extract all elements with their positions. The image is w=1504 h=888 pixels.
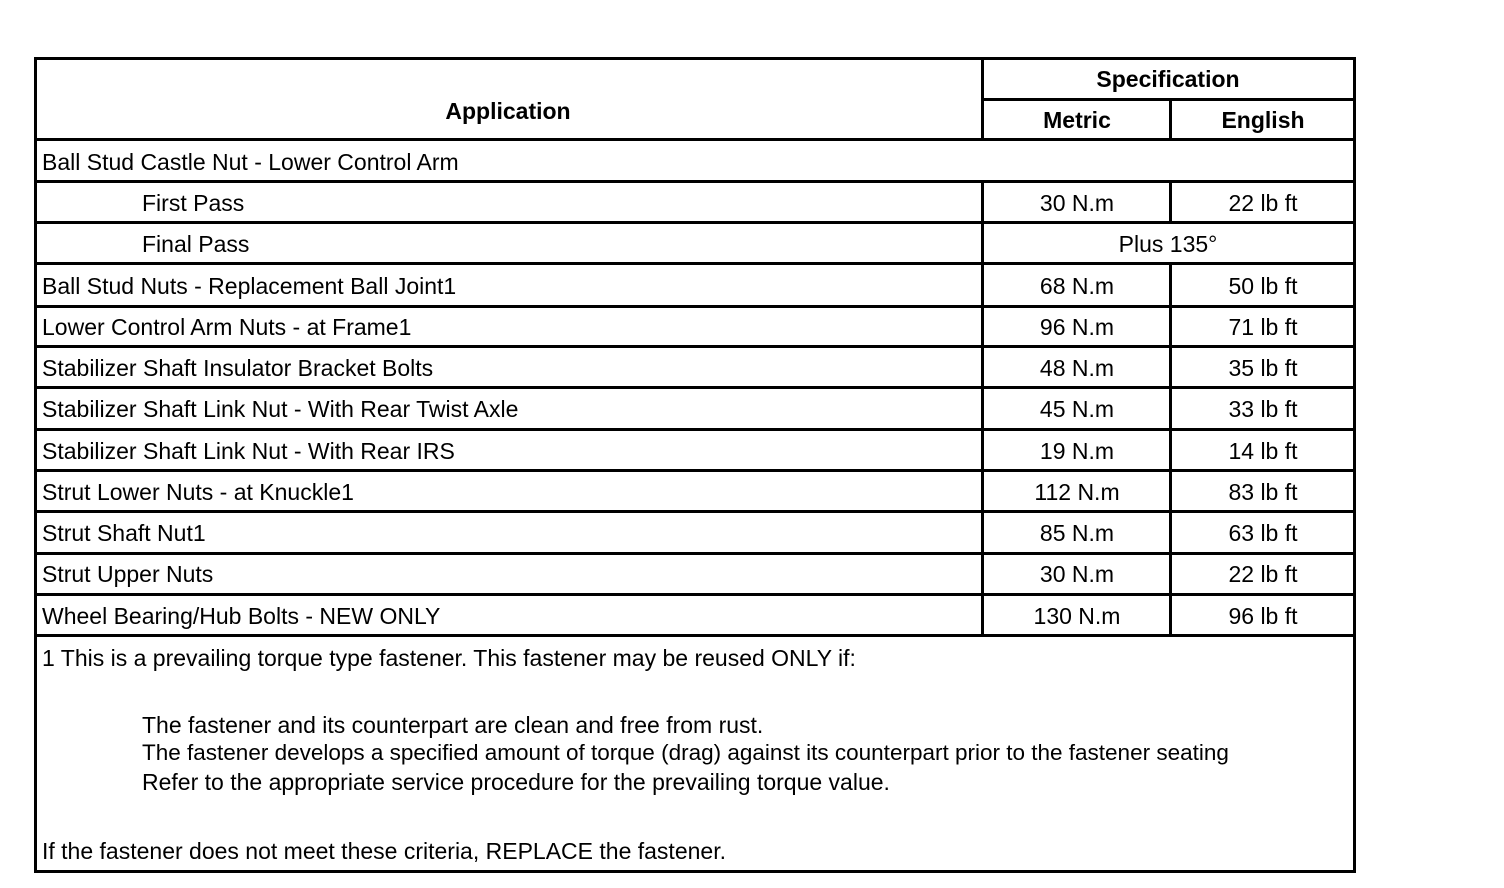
rule-header-bottom <box>34 138 1356 141</box>
rule-row <box>34 221 1356 224</box>
row-english: 63 lb ft <box>1228 520 1298 546</box>
row-metric: 96 N.m <box>1039 314 1115 340</box>
rule-table-bottom <box>34 634 1356 637</box>
row-application: Stabilizer Shaft Insulator Bracket Bolts <box>42 355 434 381</box>
row-english: 50 lb ft <box>1228 273 1298 299</box>
rule-row <box>34 180 1356 183</box>
row-application: Wheel Bearing/Hub Bolts - NEW ONLY <box>42 603 441 629</box>
header-application: Application <box>445 98 571 124</box>
row-metric: 48 N.m <box>1039 355 1115 381</box>
footnote-closing: If the fastener does not meet these criteria, REPLACE the fastener. <box>42 838 726 864</box>
footnote-intro: 1 This is a prevailing torque type fastener. This fastener may be reused ONLY if: <box>42 645 856 671</box>
row-metric: 112 N.m <box>1034 479 1120 505</box>
row-application: Strut Lower Nuts - at Knuckle1 <box>42 479 354 505</box>
row-application: Strut Upper Nuts <box>42 561 214 587</box>
row-metric: 45 N.m <box>1039 396 1115 422</box>
rule-col-app <box>981 57 984 141</box>
row-application: Lower Control Arm Nuts - at Frame1 <box>42 314 412 340</box>
rule-col-metric <box>1169 262 1172 637</box>
row-english: 83 lb ft <box>1228 479 1298 505</box>
rule-row <box>34 469 1356 472</box>
header-metric: Metric <box>1043 107 1111 133</box>
footnote-condition: The fastener develops a specified amount of torque (drag) against its counterpart prior to the fastener seating <box>142 740 1229 765</box>
rule-row <box>34 305 1356 308</box>
row-metric: 30 N.m <box>1039 561 1115 587</box>
row-application: Stabilizer Shaft Link Nut - With Rear Twist Axle <box>42 396 519 422</box>
sub-row-spec: Plus 135° <box>1118 231 1218 257</box>
rule-col-metric <box>1169 180 1172 224</box>
rule-row <box>34 386 1356 389</box>
rule-row <box>34 345 1356 348</box>
header-english: English <box>1221 107 1305 133</box>
sub-row-application: First Pass <box>142 190 245 216</box>
row-application: Stabilizer Shaft Link Nut - With Rear IRS <box>42 438 455 464</box>
row-english: 96 lb ft <box>1228 603 1298 629</box>
rule-col-metric <box>1169 98 1172 141</box>
sub-row-english: 22 lb ft <box>1228 190 1298 216</box>
header-specification: Specification <box>1096 66 1240 92</box>
row-english: 14 lb ft <box>1228 438 1298 464</box>
row-metric: 68 N.m <box>1039 273 1115 299</box>
row-application: Strut Shaft Nut1 <box>42 520 206 546</box>
footnote-condition: The fastener and its counterpart are clean and free from rust. <box>142 712 764 738</box>
row-application: Ball Stud Nuts - Replacement Ball Joint1 <box>42 273 457 299</box>
rule-row <box>34 510 1356 513</box>
sub-row-metric: 30 N.m <box>1039 190 1115 216</box>
sub-row-application: Final Pass <box>142 231 250 257</box>
rule-row <box>34 593 1356 596</box>
row-metric: 130 N.m <box>1033 603 1121 629</box>
rule-col-app <box>981 180 984 637</box>
row-metric: 19 N.m <box>1039 438 1115 464</box>
rule-row <box>34 552 1356 555</box>
rule-row <box>34 428 1356 431</box>
footnote-condition: Refer to the appropriate service procedure for the prevailing torque value. <box>142 769 890 795</box>
row-english: 22 lb ft <box>1228 561 1298 587</box>
row-metric: 85 N.m <box>1039 520 1115 546</box>
row-english: 35 lb ft <box>1228 355 1298 381</box>
group-label: Ball Stud Castle Nut - Lower Control Arm <box>42 149 459 175</box>
rule-row <box>34 262 1356 265</box>
row-english: 71 lb ft <box>1228 314 1298 340</box>
row-english: 33 lb ft <box>1228 396 1298 422</box>
